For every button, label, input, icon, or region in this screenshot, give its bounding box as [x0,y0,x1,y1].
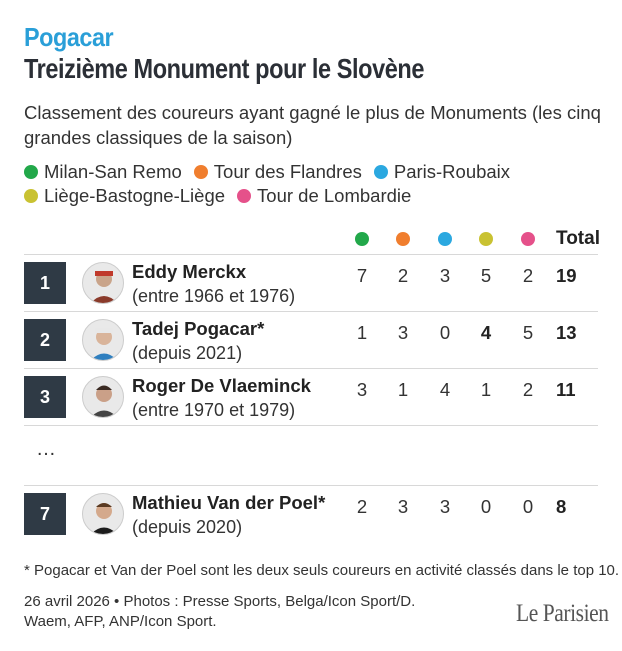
value-milan-san-remo: 7 [356,265,368,286]
value-milan-san-remo: 2 [356,496,368,517]
value-liege-bastogne-liege: 4 [480,322,492,343]
value-total: 8 [556,496,567,517]
le-parisien-logo: Le Parisien [516,600,609,627]
value-milan-san-remo: 3 [356,379,368,400]
legend-dot-icon [194,165,208,179]
table-header [24,228,598,254]
rider-name: Eddy Merckx [132,261,247,282]
legend-item-paris-roubaix [374,161,510,183]
legend-label: Liège-Bastogne-Liège [44,185,226,206]
rider-photo [82,493,124,535]
photo-credits: 26 avril 2026 • Photos : Presse Sports, Belga/Icon Sport/D. Waem, AFP, ANP/Icon Sport. [24,593,416,630]
legend-item-tour-de-lombardie [237,185,411,207]
total-header: Total [556,228,600,249]
legend-dot-icon [24,165,38,179]
ellipsis: … [36,438,56,460]
legend [24,160,604,208]
legend-dot-icon [237,189,251,203]
kicker: Pogacar [24,22,114,52]
value-paris-roubaix: 3 [439,496,451,517]
rider-photo [82,376,124,418]
legend-label: Milan-San Remo [44,161,182,182]
paris-roubaix-dot-icon [438,232,452,246]
value-paris-roubaix: 3 [439,265,451,286]
value-tour-de-lombardie: 5 [522,322,534,343]
footnote: * Pogacar et Van der Poel sont les deux seuls coureurs en activité classés dans le top 10. [24,562,620,579]
rank-badge: 1 [24,262,66,304]
value-tour-des-flandres: 3 [397,496,409,517]
rider-photo [82,262,124,304]
rank-badge: 3 [24,376,66,418]
value-milan-san-remo: 1 [356,322,368,343]
value-liege-bastogne-liege: 5 [480,265,492,286]
legend-label: Paris-Roubaix [393,161,511,182]
value-tour-de-lombardie: 2 [522,379,534,400]
table-row [24,485,598,542]
value-liege-bastogne-liege: 1 [480,379,492,400]
rider-period: (entre 1970 et 1979) [132,400,296,420]
value-total: 11 [556,379,576,400]
value-total: 19 [556,265,577,286]
legend-item-liege-bastogne-liege [24,185,225,207]
rider-name: Tadej Pogacar* [132,318,265,339]
tour-de-lombardie-dot-icon [521,232,535,246]
rider-photo [82,319,124,361]
table-row [24,311,598,368]
legend-label: Tour des Flandres [213,161,362,182]
legend-label: Tour de Lombardie [257,185,412,206]
legend-item-milan-san-remo [24,161,182,183]
rank-badge: 7 [24,493,66,535]
table-row [24,368,598,425]
legend-dot-icon [374,165,388,179]
subtitle: Classement des coureurs ayant gagné le plus de Monuments (les cinq grandes classiques de la saison) [24,102,601,148]
legend-item-tour-des-flandres [194,161,362,183]
value-total: 13 [556,322,577,343]
value-paris-roubaix: 4 [439,379,451,400]
rider-name: Roger De Vlaeminck [132,375,311,396]
rank-badge: 2 [24,319,66,361]
value-paris-roubaix: 0 [439,322,451,343]
rider-period: (depuis 2021) [132,343,243,363]
value-liege-bastogne-liege: 0 [480,496,492,517]
value-tour-de-lombardie: 0 [522,496,534,517]
value-tour-de-lombardie: 2 [522,265,534,286]
rider-name: Mathieu Van der Poel* [132,492,326,513]
liege-bastogne-liege-dot-icon [479,232,493,246]
rider-period: (depuis 2020) [132,517,243,537]
rider-period: (entre 1966 et 1976) [132,286,296,306]
legend-dot-icon [24,189,38,203]
ranking-table [24,228,598,542]
value-tour-des-flandres: 1 [397,379,409,400]
ellipsis-row [24,425,598,485]
milan-san-remo-dot-icon [355,232,369,246]
table-row [24,254,598,311]
value-tour-des-flandres: 2 [397,265,409,286]
page-title: Treizième Monument pour le Slovène [24,53,425,84]
tour-des-flandres-dot-icon [396,232,410,246]
value-tour-des-flandres: 3 [397,322,409,343]
